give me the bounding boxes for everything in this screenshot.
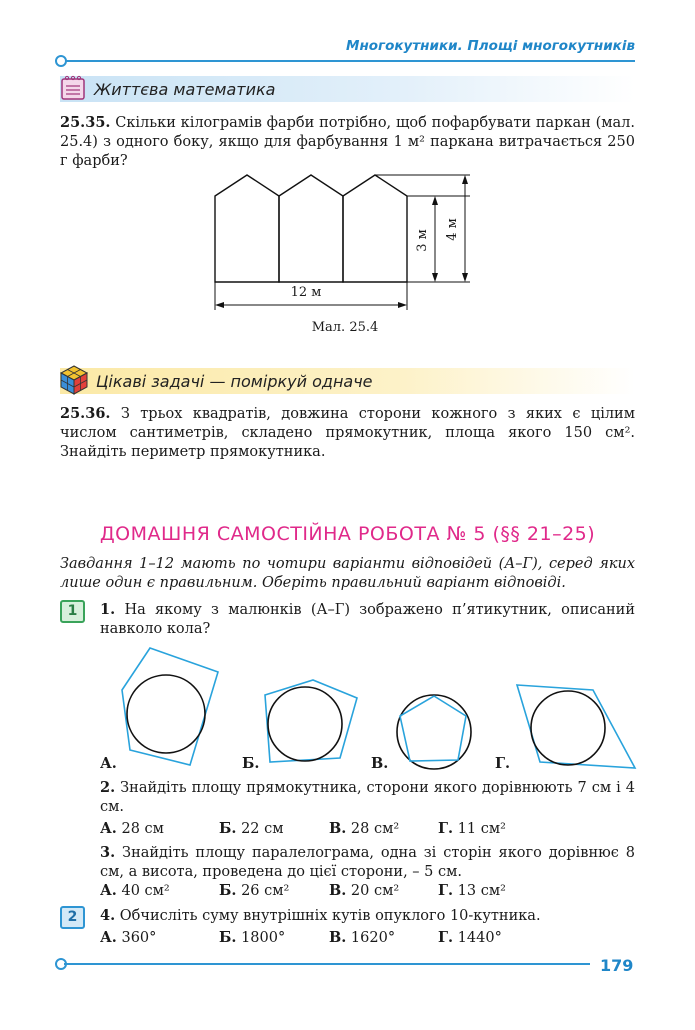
question-text: Знайдіть площу паралелограма, одна зі сторін якого дорівнює 8 см, а висота, проведена до цієї сторони, – 5 см.	[100, 845, 635, 880]
option-letter: Б.	[219, 820, 237, 837]
question-number: 4.	[100, 907, 116, 924]
q4-option-c	[329, 929, 395, 946]
section-band-life-math	[60, 76, 635, 102]
option-value: 28 см	[121, 821, 164, 837]
figure-a	[122, 648, 218, 765]
option-value: 1620°	[350, 930, 396, 946]
option-value: 28 см²	[350, 821, 400, 837]
option-letter: А.	[100, 929, 117, 946]
option-letter: Г.	[438, 820, 454, 837]
question-4	[100, 906, 635, 926]
option-letter: В.	[329, 820, 347, 837]
option-value: 22 см	[241, 821, 284, 837]
option-letter: А.	[100, 882, 117, 899]
fence-height4-label: 4 м	[444, 218, 460, 241]
option-value: 11 см²	[457, 821, 506, 837]
question-text: Знайдіть площу прямокутника, сторони якого дорівнюють 7 см і 4 см.	[100, 780, 635, 815]
q3-option-b	[219, 882, 289, 899]
question-number: 1.	[100, 601, 116, 618]
option-value: 360°	[121, 930, 157, 946]
option-value: 13 см²	[457, 883, 506, 899]
page-number: 179	[600, 956, 634, 975]
notebook-icon	[60, 74, 86, 102]
level-1-badge: 1	[60, 600, 85, 623]
question-number: 3.	[100, 844, 116, 861]
figure-b	[265, 680, 357, 762]
section-title-life-math: Життєва математика	[94, 80, 276, 99]
fence-height3-label: 3 м	[414, 229, 430, 252]
option-letter: А.	[100, 820, 117, 837]
question-1	[100, 600, 635, 639]
homework-title: ДОМАШНЯ САМОСТІЙНА РОБОТА № 5 (§§ 21–25)	[99, 523, 596, 545]
option-value: 1800°	[241, 930, 286, 946]
header-rule-dot	[55, 55, 67, 67]
q4-option-d	[438, 929, 502, 946]
option-letter: Б.	[219, 882, 237, 899]
q3-option-d	[438, 882, 506, 899]
option-letter: Г.	[438, 882, 454, 899]
section-band-puzzles	[60, 368, 635, 394]
figure-label-d: Г.	[495, 755, 511, 772]
problem-25-36	[60, 404, 635, 462]
level-2-badge: 2	[60, 906, 85, 929]
figure-label-a: А.	[100, 755, 117, 772]
option-value: 1440°	[457, 930, 502, 946]
question-number: 2.	[100, 779, 116, 796]
homework-instruction: Завдання 1–12 мають по чотири варіанти відповідей (А–Г), серед яких лише один є правильним. Оберіть правильний варіант відповіді.	[60, 556, 635, 591]
problem-25-35	[60, 113, 635, 171]
cube-icon	[58, 363, 90, 397]
problem-text: Скільки кілограмів фарби потрібно, щоб пофарбувати паркан (мал. 25.4) з одного боку, якщо для фарбування 1 м² паркана витрачається 250 г фарби?	[60, 115, 635, 169]
problem-number: 25.36.	[60, 405, 111, 422]
q2-option-b	[219, 820, 284, 837]
problem-number: 25.35.	[60, 114, 111, 131]
header-rule	[64, 60, 635, 62]
q4-option-a	[100, 929, 156, 946]
q3-option-a	[100, 882, 170, 899]
option-value: 26 см²	[241, 883, 290, 899]
figure-d	[517, 685, 635, 768]
q2-option-c	[329, 820, 399, 837]
figure-caption: Мал. 25.4	[311, 320, 379, 335]
figure-label-c: В.	[371, 755, 389, 772]
footer-rule	[64, 963, 590, 965]
option-value: 40 см²	[121, 883, 170, 899]
option-letter: В.	[329, 929, 347, 946]
problem-text: З трьох квадратів, довжина сторони кожного з яких є цілим числом сантиметрів, складено прямокутник, площа якого 150 см². Знайдіть периметр прямокутника.	[60, 406, 635, 460]
figure-label-b: Б.	[242, 755, 260, 772]
q2-option-a	[100, 820, 164, 837]
figure-c	[397, 695, 471, 769]
question-2	[100, 778, 635, 817]
fence-width-label: 12 м	[290, 285, 322, 300]
section-title-puzzles: Цікаві задачі — поміркуй одначе	[96, 372, 373, 391]
option-value: 20 см²	[350, 883, 400, 899]
q4-option-b	[219, 929, 285, 946]
running-header: Многокутники. Площі многокутників	[346, 38, 635, 54]
fence-figure	[200, 170, 485, 318]
option-letter: Б.	[219, 929, 237, 946]
question-text: Обчисліть суму внутрішніх кутів опуклого 10-кутника.	[119, 908, 541, 924]
question-text: На якому з малюнків (А–Г) зображено п’ятикутник, описаний навколо кола?	[100, 602, 636, 637]
q3-option-c	[329, 882, 399, 899]
question-3	[100, 843, 635, 882]
option-letter: В.	[329, 882, 347, 899]
q2-option-d	[438, 820, 506, 837]
option-letter: Г.	[438, 929, 454, 946]
q1-figures	[100, 640, 640, 770]
